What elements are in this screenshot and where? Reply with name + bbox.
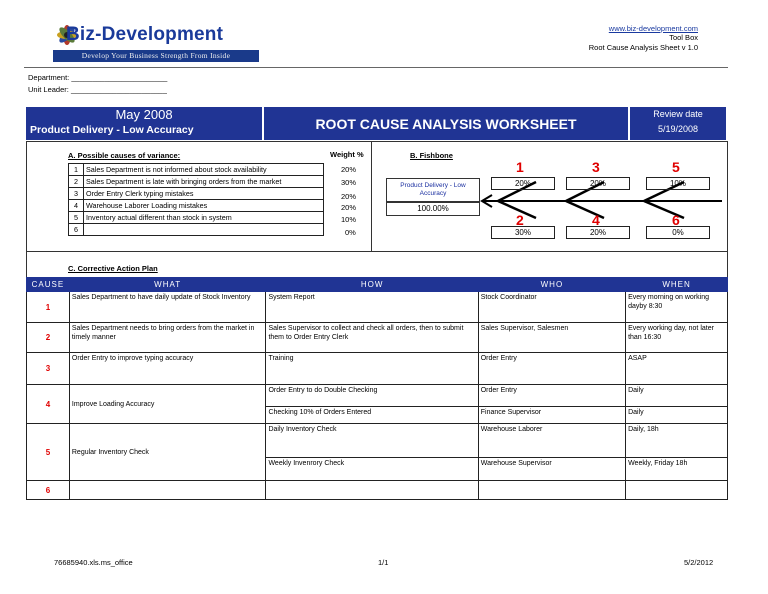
col-how: HOW <box>266 278 478 292</box>
how-cell[interactable] <box>266 481 478 500</box>
cause-number: 1 <box>27 292 70 323</box>
fishbone-bottom-pct-6: 0% <box>646 226 710 239</box>
who-cell[interactable]: Sales Supervisor, Salesmen <box>478 323 625 353</box>
action-plan-table <box>26 277 728 500</box>
weight-value: 0% <box>345 228 356 237</box>
brand-name: Biz-Development <box>66 24 224 45</box>
when-cell[interactable]: Daily, 18h <box>626 424 728 458</box>
table-row <box>27 481 728 500</box>
cause-number: 2 <box>27 323 70 353</box>
footer-date: 5/2/2012 <box>684 558 714 567</box>
footer-filename: 76685940.xls.ms_office <box>54 558 133 567</box>
cause-number: 1 <box>69 164 84 176</box>
when-cell[interactable]: Daily <box>626 407 728 424</box>
how-cell[interactable]: Daily Inventory Check <box>266 424 478 458</box>
weight-value: 30% <box>341 178 357 187</box>
cause-text[interactable]: Warehouse Laborer Loading mistakes <box>84 200 324 212</box>
cause-row <box>69 176 324 188</box>
what-cell[interactable] <box>69 481 266 500</box>
fishbone-bottom-pct-2: 30% <box>491 226 555 239</box>
review-label: Review date <box>653 109 703 119</box>
brand-url-link[interactable]: www.biz-development.com <box>608 24 698 33</box>
cause-number: 5 <box>69 212 84 224</box>
cause-row <box>69 212 324 224</box>
cause-number: 6 <box>69 224 84 236</box>
weight-value: 20% <box>341 192 357 201</box>
cause-row <box>69 188 324 200</box>
when-cell[interactable]: Weekly, Friday 18h <box>626 458 728 481</box>
table-row <box>27 353 728 385</box>
col-cause: CAUSE <box>27 278 70 292</box>
header-date: May 2008 <box>115 107 173 122</box>
what-cell[interactable]: Improve Loading Accuracy <box>69 385 266 424</box>
causes-table <box>68 163 324 236</box>
who-cell[interactable]: Warehouse Laborer <box>478 424 625 458</box>
fishbone-top-num-1: 1 <box>516 159 524 175</box>
who-cell[interactable] <box>478 481 625 500</box>
header-review-box <box>630 107 726 140</box>
what-cell[interactable]: Regular Inventory Check <box>69 424 266 481</box>
col-when: WHEN <box>626 278 728 292</box>
cause-number: 6 <box>27 481 70 500</box>
weight-value: 20% <box>341 203 357 212</box>
department-field[interactable]: Department: _______________________ <box>28 73 168 82</box>
col-who: WHO <box>478 278 625 292</box>
who-cell[interactable]: Finance Supervisor <box>478 407 625 424</box>
how-cell[interactable]: Training <box>266 353 478 385</box>
sheet-version: Root Cause Analysis Sheet v 1.0 <box>588 43 698 52</box>
cause-text[interactable]: Inventory actual different than stock in system <box>84 212 324 224</box>
fishbone-effect: Product Delivery - Low Accuracy <box>400 182 466 197</box>
when-cell[interactable]: ASAP <box>626 353 728 385</box>
when-cell[interactable]: Daily <box>626 385 728 407</box>
brand-tagline: Develop Your Business Strength From Inside <box>53 50 259 62</box>
fishbone-bottom-pct-4: 20% <box>566 226 630 239</box>
how-cell[interactable]: Order Entry to do Double Checking <box>266 385 478 407</box>
plan-header-row <box>27 278 728 292</box>
when-cell[interactable]: Every working day, not later than 16:30 <box>626 323 728 353</box>
weight-heading: Weight % <box>330 150 364 159</box>
who-cell[interactable]: Order Entry <box>478 353 625 385</box>
cause-text[interactable]: Sales Department is not informed about stock availability <box>84 164 324 176</box>
table-row <box>27 385 728 407</box>
who-cell[interactable]: Warehouse Supervisor <box>478 458 625 481</box>
unit-leader-field[interactable]: Unit Leader: _______________________ <box>28 85 167 94</box>
cause-number: 3 <box>69 188 84 200</box>
fishbone-total: 100.00% <box>386 202 480 216</box>
fishbone-bottom-num-2: 2 <box>516 212 524 228</box>
header-divider <box>24 67 728 68</box>
cause-row <box>69 224 324 236</box>
causes-heading: A. Possible causes of variance: <box>68 151 181 160</box>
what-cell[interactable]: Sales Department to have daily update of Stock Inventory <box>69 292 266 323</box>
header-title-box <box>264 107 628 140</box>
table-row <box>27 292 728 323</box>
page-title: ROOT CAUSE ANALYSIS WORKSHEET <box>315 116 577 132</box>
toolbox-label: Tool Box <box>669 33 698 42</box>
fishbone-bottom-num-4: 4 <box>592 212 600 228</box>
review-date: 5/19/2008 <box>657 124 699 134</box>
cause-number: 5 <box>27 424 70 481</box>
when-cell[interactable]: Every morning on working dayby 8:30 <box>626 292 728 323</box>
cause-row <box>69 200 324 212</box>
plan-heading: C. Corrective Action Plan <box>68 264 158 273</box>
fishbone-top-pct-1: 20% <box>491 177 555 190</box>
fishbone-top-pct-5: 10% <box>646 177 710 190</box>
cause-number: 4 <box>69 200 84 212</box>
weight-value: 20% <box>341 165 357 174</box>
fishbone-top-num-3: 3 <box>592 159 600 175</box>
col-what: WHAT <box>69 278 266 292</box>
what-cell[interactable]: Order Entry to improve typing accuracy <box>69 353 266 385</box>
fishbone-effect-box <box>386 178 480 202</box>
cause-row <box>69 164 324 176</box>
cause-text[interactable]: Order Entry Clerk typing mistakes <box>84 188 324 200</box>
how-cell[interactable]: Checking 10% of Orders Entered <box>266 407 478 424</box>
fishbone-top-pct-3: 20% <box>566 177 630 190</box>
how-cell[interactable]: Sales Supervisor to collect and check all orders, then to submit them to Order Entry Clerk <box>266 323 478 353</box>
weight-value: 10% <box>341 215 357 224</box>
when-cell[interactable] <box>626 481 728 500</box>
table-row <box>27 424 728 458</box>
cause-number: 2 <box>69 176 84 188</box>
who-cell[interactable]: Order Entry <box>478 385 625 407</box>
who-cell[interactable]: Stock Coordinator <box>478 292 625 323</box>
header-subject: Product Delivery - Low Accuracy <box>30 124 194 136</box>
how-cell[interactable]: Weekly Invenrory Check <box>266 458 478 481</box>
cause-text[interactable]: Sales Department is late with bringing orders from the market <box>84 176 324 188</box>
cause-number: 4 <box>27 385 70 424</box>
header-date-box <box>26 107 262 140</box>
table-row <box>27 323 728 353</box>
footer-page: 1/1 <box>378 558 389 567</box>
fishbone-heading: B. Fishbone <box>410 151 453 160</box>
fishbone-top-num-5: 5 <box>672 159 680 175</box>
how-cell[interactable]: System Report <box>266 292 478 323</box>
cause-number: 3 <box>27 353 70 385</box>
what-cell[interactable]: Sales Department needs to bring orders from the market in timely manner <box>69 323 266 353</box>
fishbone-bottom-num-6: 6 <box>672 212 680 228</box>
cause-text[interactable] <box>84 224 324 236</box>
